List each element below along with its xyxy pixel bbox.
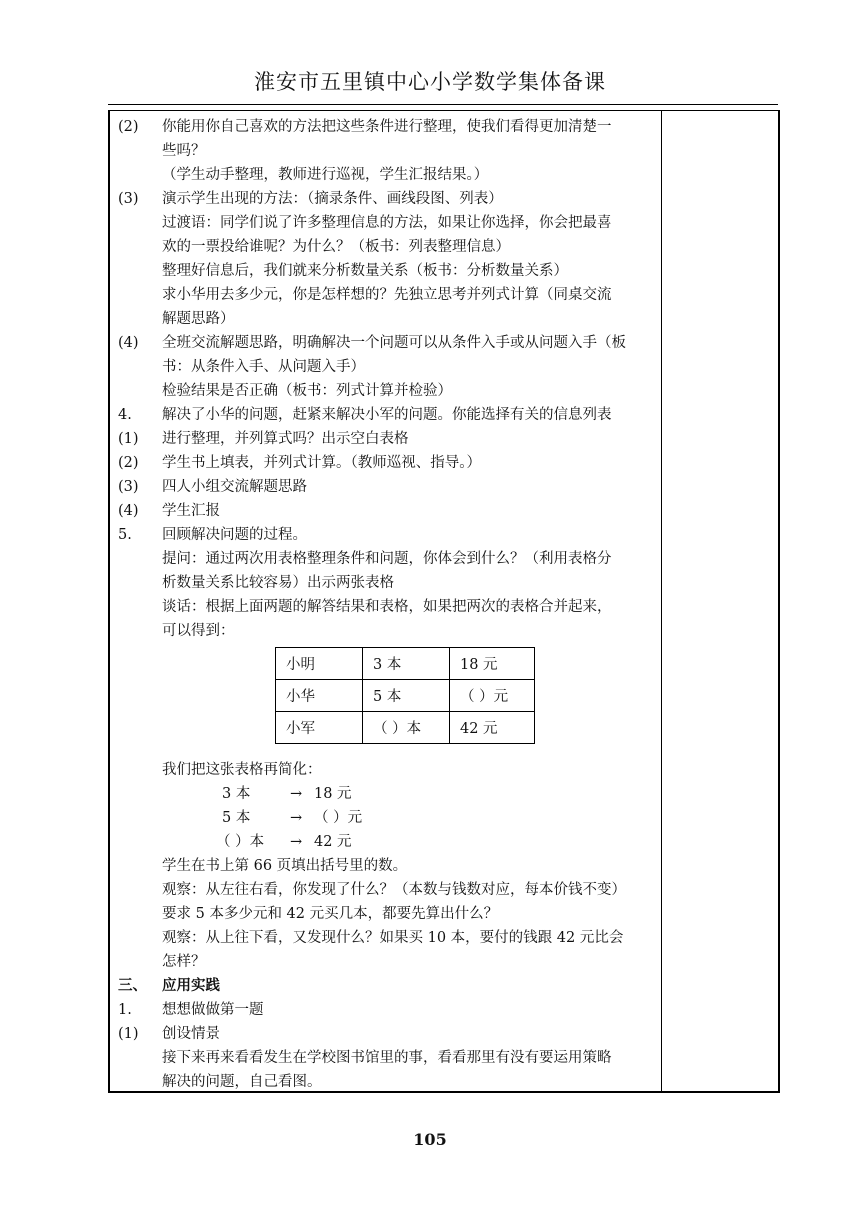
item-number: (1) (118, 1026, 139, 1042)
body-line: 书：从条件入手、从问题入手） (162, 359, 365, 375)
body-line: 演示学生出现的方法：（摘录条件、画线段图、列表） (162, 191, 503, 207)
column-divider (661, 111, 662, 1091)
item-number: (1) (118, 431, 139, 447)
body-line: 解决的问题，自己看图。 (162, 1074, 322, 1090)
item-number: 4. (118, 407, 132, 423)
table-cell: 小明 (276, 648, 363, 680)
body-line: 你能用你自己喜欢的方法把这些条件进行整理，使我们看得更加清楚一 (162, 119, 612, 135)
body-line: 观察：从左往右看，你发现了什么？（本数与钱数对应，每本价钱不变） (162, 882, 626, 898)
item-number: 5. (118, 527, 132, 543)
body-line: 些吗？ (162, 143, 206, 159)
body-line: 学生在书上第 66 页填出括号里的数。 (162, 858, 408, 874)
table-cell: 5 本 (363, 680, 450, 712)
simplified-right: 18 元 (314, 786, 352, 802)
body-line: 析数量关系比较容易）出示两张表格 (162, 575, 394, 591)
body-line: 创设情景 (162, 1026, 220, 1042)
table-cell: 小华 (276, 680, 363, 712)
table-cell: （ ）本 (363, 712, 450, 744)
body-line: 怎样？ (162, 954, 206, 970)
body-line: 求小华用去多少元，你是怎样想的？先独立思考并列式计算（同桌交流 (162, 287, 612, 303)
item-number: (4) (118, 335, 139, 351)
arrow-icon: → (290, 786, 303, 802)
arrow-icon: → (290, 834, 303, 850)
table-row (276, 680, 535, 712)
body-line: 解题思路） (162, 311, 235, 327)
simplified-left: 3 本 (222, 786, 251, 802)
table-cell: 18 元 (450, 648, 535, 680)
section-title: 应用实践 (162, 977, 220, 994)
body-line: 学生汇报 (162, 503, 220, 519)
body-line: 进行整理，并列算式吗？出示空白表格 (162, 431, 409, 447)
summary-table (275, 647, 535, 744)
page-number: 105 (413, 1130, 447, 1149)
body-line: 全班交流解题思路，明确解决一个问题可以从条件入手或从问题入手（板 (162, 335, 626, 351)
body-line: 可以得到： (162, 623, 235, 639)
item-number: (2) (118, 119, 139, 135)
body-line: 学生书上填表，并列式计算。（教师巡视、指导。） (162, 455, 481, 471)
body-line: 检验结果是否正确（板书：列式计算并检验） (162, 383, 452, 399)
body-line: 过渡语：同学们说了许多整理信息的方法，如果让你选择，你会把最喜 (162, 215, 612, 231)
body-line: 四人小组交流解题思路 (162, 479, 307, 495)
body-line: 欢的一票投给谁呢？为什么？（板书：列表整理信息） (162, 239, 510, 255)
arrow-icon: → (290, 810, 303, 826)
table-cell: 3 本 (363, 648, 450, 680)
table-row (276, 712, 535, 744)
body-line: 提问：通过两次用表格整理条件和问题，你体会到什么？（利用表格分 (162, 551, 612, 567)
body-line: 解决了小华的问题，赶紧来解决小军的问题。你能选择有关的信息列表 (162, 407, 612, 423)
table-cell: （ ）元 (450, 680, 535, 712)
item-number: (3) (118, 191, 139, 207)
table-cell: 42 元 (450, 712, 535, 744)
simplified-right: 42 元 (314, 834, 352, 850)
body-line: 想想做做第一题 (162, 1002, 264, 1018)
body-line: （学生动手整理，教师进行巡视，学生汇报结果。） (162, 167, 489, 183)
body-line: 接下来再来看看发生在学校图书馆里的事，看看那里有没有要运用策略 (162, 1050, 612, 1066)
table-row (276, 648, 535, 680)
simplified-left: （ ）本 (216, 834, 265, 850)
section-number: 三、 (118, 977, 147, 994)
item-number: (2) (118, 455, 139, 471)
simplify-intro: 我们把这张表格再简化： (162, 762, 322, 778)
body-line: 整理好信息后，我们就来分析数量关系（板书：分析数量关系） (162, 263, 568, 279)
header-rule (108, 104, 778, 105)
item-number: 1. (118, 1002, 132, 1018)
body-line: 要求 5 本多少元和 42 元买几本，都要先算出什么？ (162, 906, 499, 922)
body-line: 谈话：根据上面两题的解答结果和表格，如果把两次的表格合并起来， (162, 599, 612, 615)
body-line: 观察：从上往下看，又发现什么？如果买 10 本，要付的钱跟 42 元比会 (162, 930, 624, 946)
item-number: (3) (118, 479, 139, 495)
simplified-right: （ ）元 (314, 810, 363, 826)
page-header-title: 淮安市五里镇中心小学数学集体备课 (254, 70, 606, 94)
body-line: 回顾解决问题的过程。 (162, 527, 307, 543)
table-cell: 小军 (276, 712, 363, 744)
simplified-left: 5 本 (222, 810, 251, 826)
item-number: (4) (118, 503, 139, 519)
